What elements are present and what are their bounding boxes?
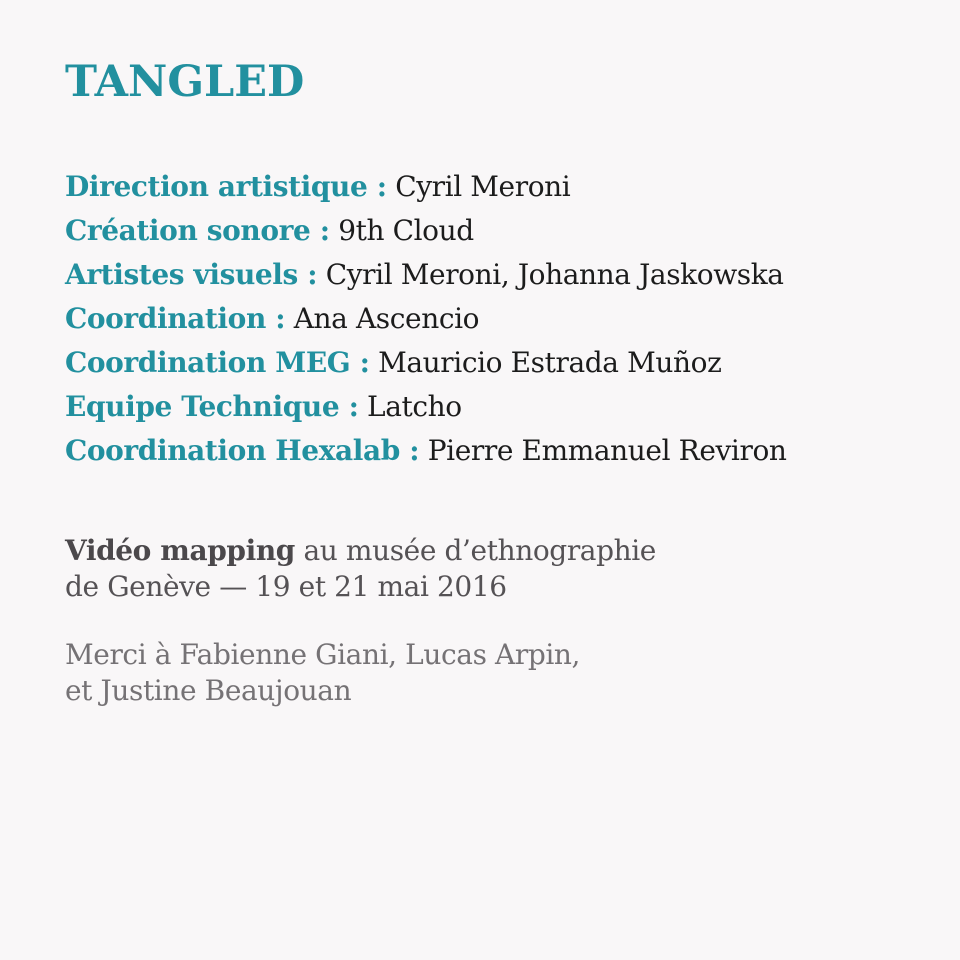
- credit-role: Coordination :: [65, 302, 286, 335]
- event-info: [65, 533, 656, 605]
- credit-name: Latcho: [367, 390, 462, 423]
- credit-name: Cyril Meroni, Johanna Jaskowska: [325, 258, 784, 291]
- credit-name: 9th Cloud: [338, 214, 474, 247]
- thanks-line-2: et Justine Beaujouan: [65, 674, 352, 707]
- event-dates: de Genève — 19 et 21 mai 2016: [65, 570, 507, 603]
- credit-item: [65, 165, 787, 209]
- thanks-line-1: Merci à Fabienne Giani, Lucas Arpin,: [65, 638, 581, 671]
- credit-item: [65, 253, 787, 297]
- credit-item: [65, 429, 787, 473]
- credits-list: [65, 165, 787, 473]
- credit-role: Coordination MEG :: [65, 346, 370, 379]
- event-type: Vidéo mapping: [65, 534, 295, 567]
- credit-role: Création sonore :: [65, 214, 330, 247]
- credit-role: Artistes visuels :: [65, 258, 318, 291]
- event-venue: au musée d’ethnographie: [303, 534, 656, 567]
- credit-role: Direction artistique :: [65, 170, 387, 203]
- event-line-1: [65, 533, 656, 569]
- credit-name: Cyril Meroni: [395, 170, 571, 203]
- credit-role: Coordination Hexalab :: [65, 434, 420, 467]
- credit-role: Equipe Technique :: [65, 390, 359, 423]
- credit-name: Mauricio Estrada Muñoz: [378, 346, 722, 379]
- credit-name: Pierre Emmanuel Reviron: [427, 434, 787, 467]
- credit-item: [65, 385, 787, 429]
- credit-item: [65, 209, 787, 253]
- credit-item: [65, 297, 787, 341]
- credit-name: Ana Ascencio: [293, 302, 480, 335]
- page-title: TANGLED: [65, 57, 305, 107]
- credit-item: [65, 341, 787, 385]
- thanks-note: [65, 637, 580, 709]
